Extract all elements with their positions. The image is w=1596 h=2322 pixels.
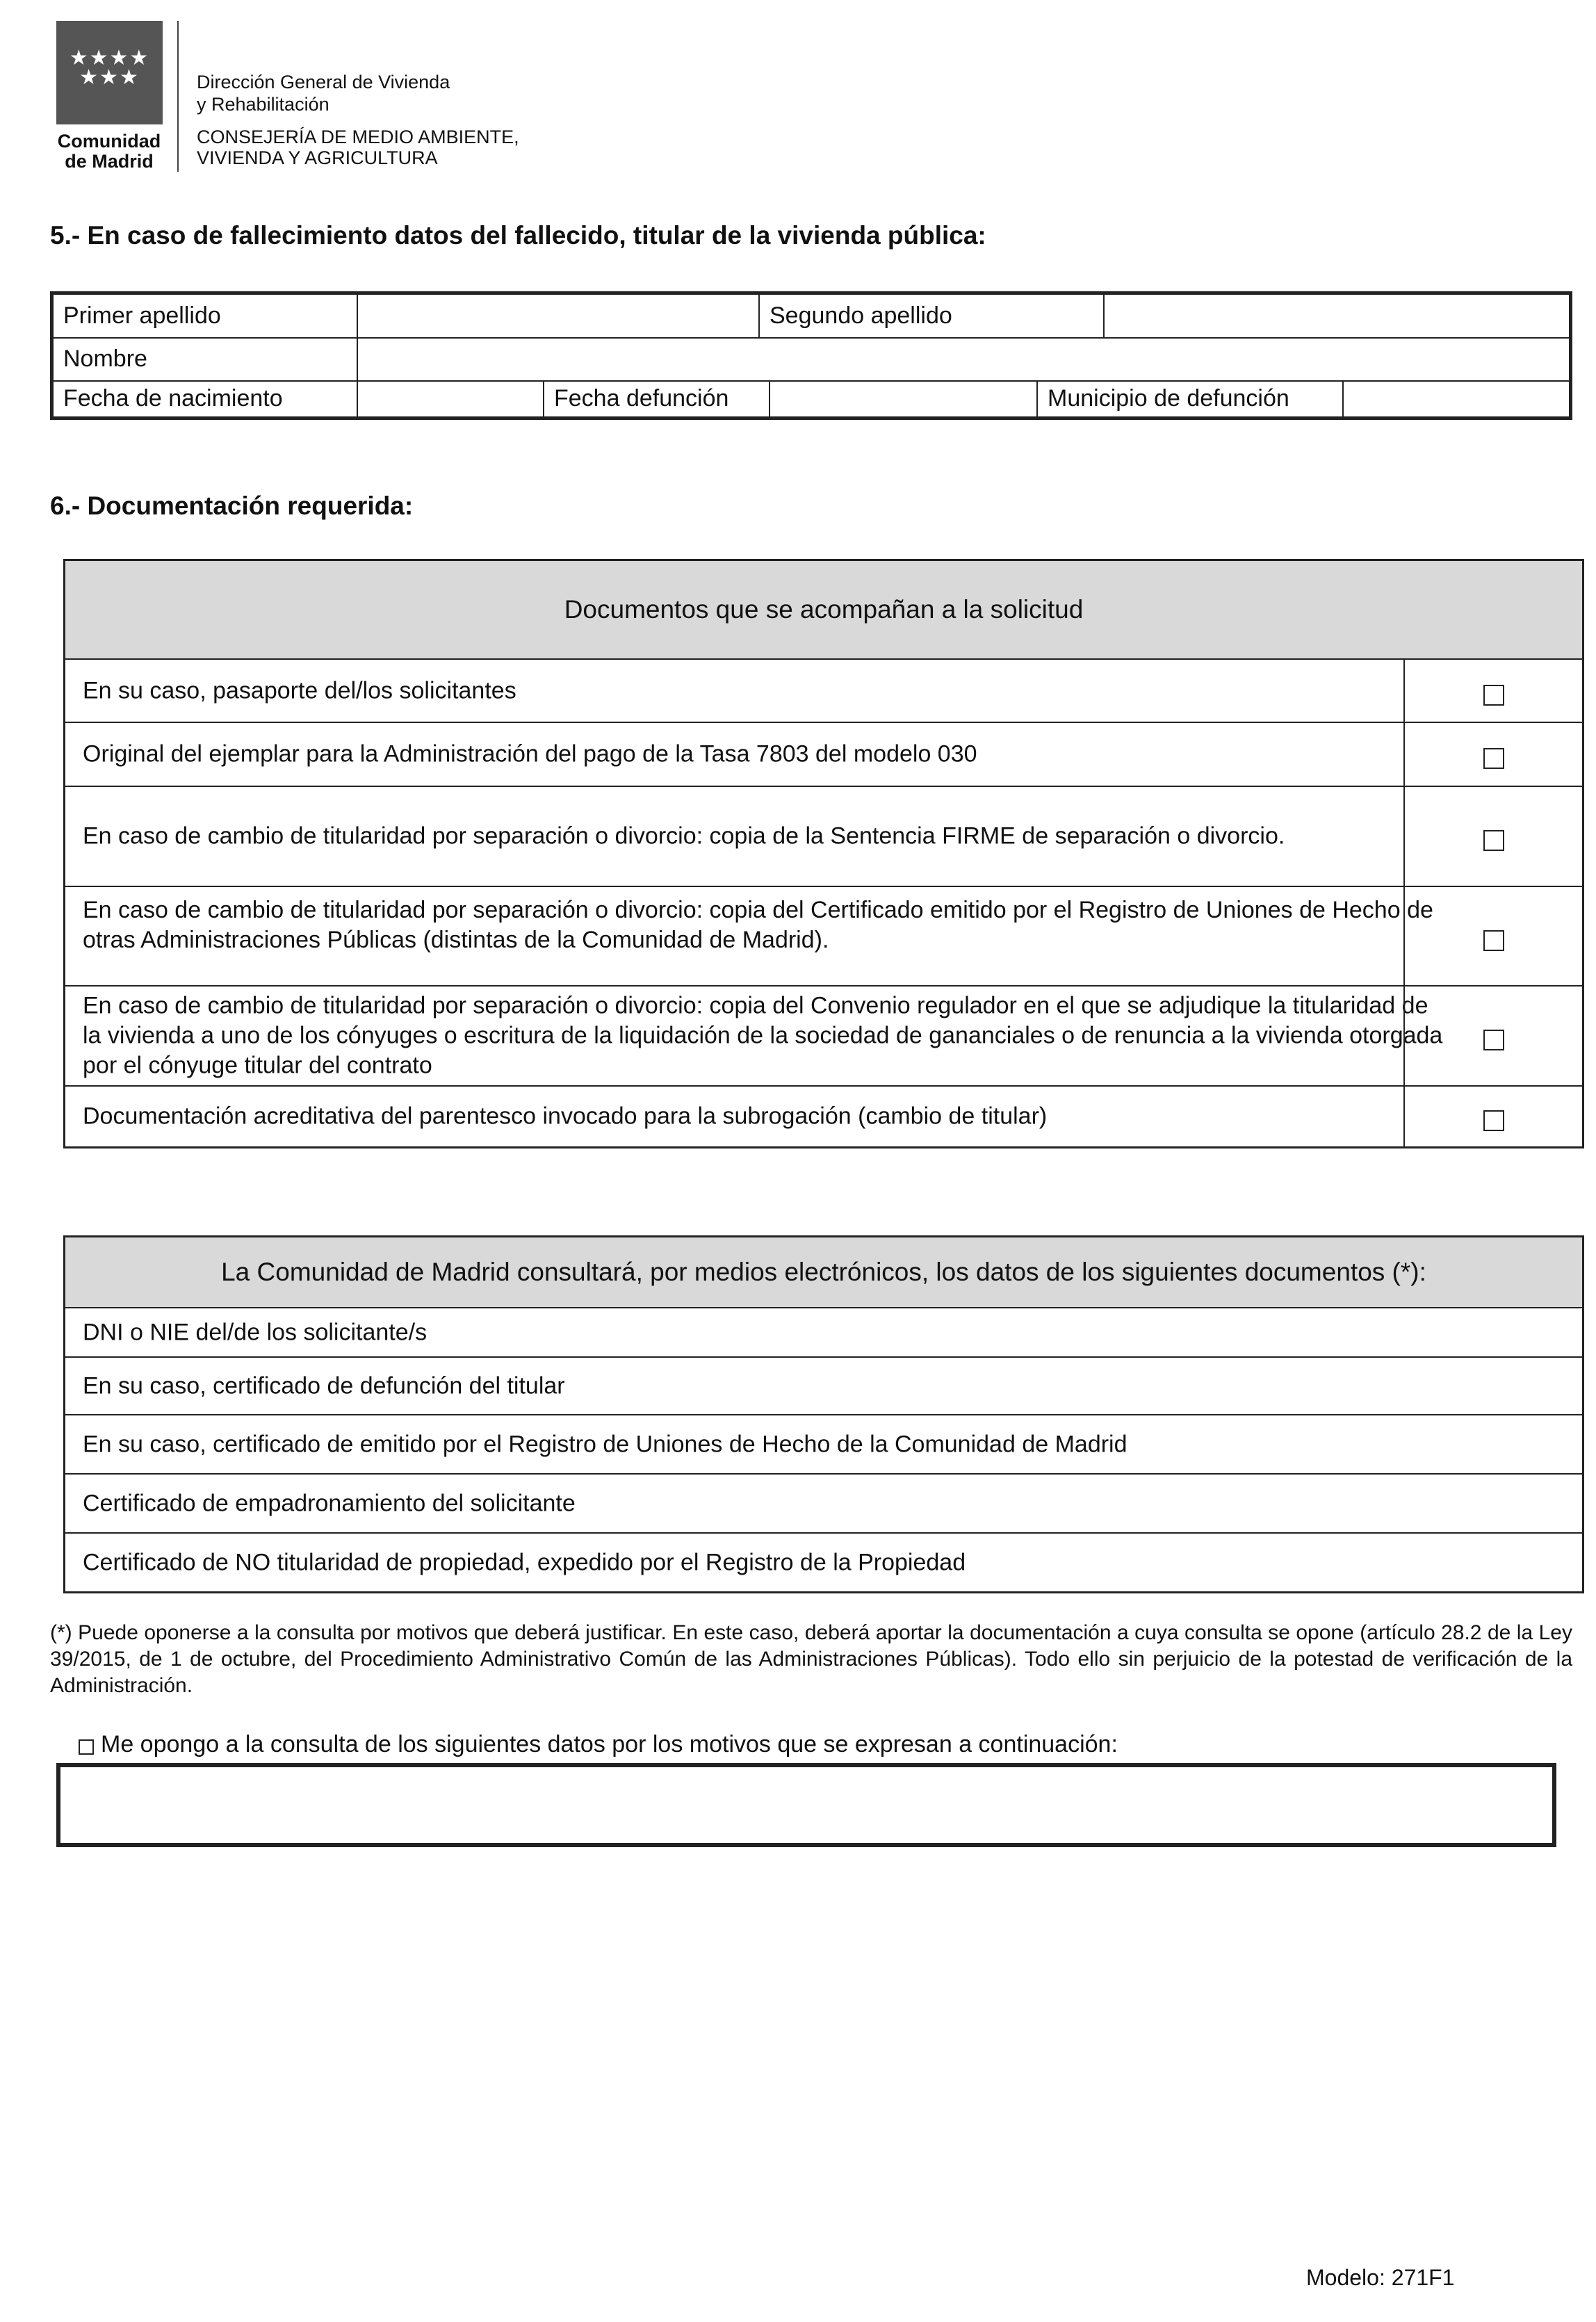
consult-label: En su caso, certificado de emitido por el Registro de Uniones de Hecho de la Comunidad de Madrid xyxy=(83,1431,1127,1457)
consult-row xyxy=(65,1308,1582,1358)
doc-row xyxy=(65,660,1582,723)
consult-row xyxy=(65,1415,1582,1475)
doc-label: En su caso, pasaporte del/los solicitantes xyxy=(83,677,516,704)
doc-checkbox[interactable] xyxy=(1483,1030,1504,1050)
doc-row xyxy=(65,987,1582,1087)
consult-label: DNI o NIE del/de los solicitante/s xyxy=(83,1319,427,1345)
label-primer-apellido: Primer apellido xyxy=(54,295,358,337)
label-fecha-defuncion: Fecha defunción xyxy=(544,380,770,416)
input-fecha-defuncion[interactable] xyxy=(770,380,1038,416)
consult-header: La Comunidad de Madrid consultará, por medios electrónicos, los datos de los siguientes documentos (*): xyxy=(65,1237,1582,1308)
doc-row xyxy=(65,1087,1582,1146)
doc-checkbox[interactable] xyxy=(1483,748,1504,769)
doc-label: En caso de cambio de titularidad por separación o divorcio: copia del Convenio regulador en el que se adjudique la titularidad de la vivienda a uno de los cónyuges o escritura de la liquidación de la sociedad de gananciales o de renuncia a la vivienda otorgada por el cónyuge titular del contrato xyxy=(83,992,1443,1079)
ministry-line2: VIVIENDA Y AGRICULTURA xyxy=(197,147,438,168)
doc-checkbox[interactable] xyxy=(1483,930,1504,951)
doc-row xyxy=(65,887,1582,987)
oppose-checkbox[interactable] xyxy=(79,1739,94,1755)
doc-row xyxy=(65,787,1582,887)
documents-header: Documentos que se acompañan a la solicitud xyxy=(65,561,1582,660)
doc-label: En caso de cambio de titularidad por separación o divorcio: copia de la Sentencia FIRME de separación o divorcio. xyxy=(83,822,1285,850)
consult-table xyxy=(63,1235,1584,1593)
doc-checkbox[interactable] xyxy=(1483,685,1504,706)
consult-row xyxy=(65,1358,1582,1415)
consult-row xyxy=(65,1534,1582,1591)
doc-row xyxy=(65,723,1582,787)
input-nombre[interactable] xyxy=(358,337,1569,380)
label-nombre: Nombre xyxy=(54,337,358,380)
dept-line1: Dirección General de Vivienda xyxy=(197,72,450,92)
input-municipio-defuncion[interactable] xyxy=(1344,380,1569,416)
label-fecha-nacimiento: Fecha de nacimiento xyxy=(54,380,358,416)
consult-label: En su caso, certificado de defunción del titular xyxy=(83,1372,565,1399)
ministry-line1: CONSEJERÍA DE MEDIO AMBIENTE, xyxy=(197,127,519,147)
input-fecha-nacimiento[interactable] xyxy=(358,380,544,416)
section5-title: 5.- En caso de fallecimiento datos del fallecido, titular de la vivienda pública: xyxy=(50,221,986,250)
logo-text-line1: Comunidad xyxy=(57,131,161,152)
input-primer-apellido[interactable] xyxy=(358,295,760,337)
dept-line2: y Rehabilitación xyxy=(197,94,329,115)
doc-checkbox[interactable] xyxy=(1483,830,1504,851)
model-number: Modelo: 271F1 xyxy=(1306,2265,1455,2290)
doc-label: Documentación acreditativa del parentesco invocado para la subrogación (cambio de titular) xyxy=(83,1103,1048,1130)
input-segundo-apellido[interactable] xyxy=(1105,295,1569,337)
oppose-reasons-input[interactable] xyxy=(56,1763,1556,1847)
footnote: (*) Puede oponerse a la consulta por motivos que deberá justificar. En este caso, deberá aportar la documentación a cuya consulta se opone (artículo 28.2 de la Ley 39/2015, de 1 de octubre, del Procedimiento Administrativo Común de las Administraciones Públicas). Todo ello sin perjuicio de la potestad de verificación de la Administración. xyxy=(50,1621,1572,1697)
header-divider xyxy=(177,21,179,172)
logo-text-line2: de Madrid xyxy=(65,151,154,172)
stars-icon: ★★★★ ★★★ xyxy=(69,47,150,89)
consult-label: Certificado de empadronamiento del solicitante xyxy=(83,1490,576,1516)
doc-checkbox[interactable] xyxy=(1483,1110,1504,1131)
oppose-label: Me opongo a la consulta de los siguientes datos por los motivos que se expresan a continuación: xyxy=(101,1731,1118,1757)
consult-label: Certificado de NO titularidad de propiedad, expedido por el Registro de la Propiedad xyxy=(83,1549,966,1575)
doc-label: Original del ejemplar para la Administración del pago de la Tasa 7803 del modelo 030 xyxy=(83,740,977,768)
documents-table xyxy=(63,559,1584,1148)
label-segundo-apellido: Segundo apellido xyxy=(760,295,1105,337)
section6-title: 6.- Documentación requerida: xyxy=(50,492,414,520)
label-municipio-defuncion: Municipio de defunción xyxy=(1038,380,1344,416)
deceased-table xyxy=(50,291,1572,420)
consult-row xyxy=(65,1475,1582,1534)
doc-label: En caso de cambio de titularidad por separación o divorcio: copia del Certificado emitido por el Registro de Uniones de Hecho de otras Administraciones Públicas (distintas de la Comunidad de Madrid). xyxy=(83,897,1433,953)
